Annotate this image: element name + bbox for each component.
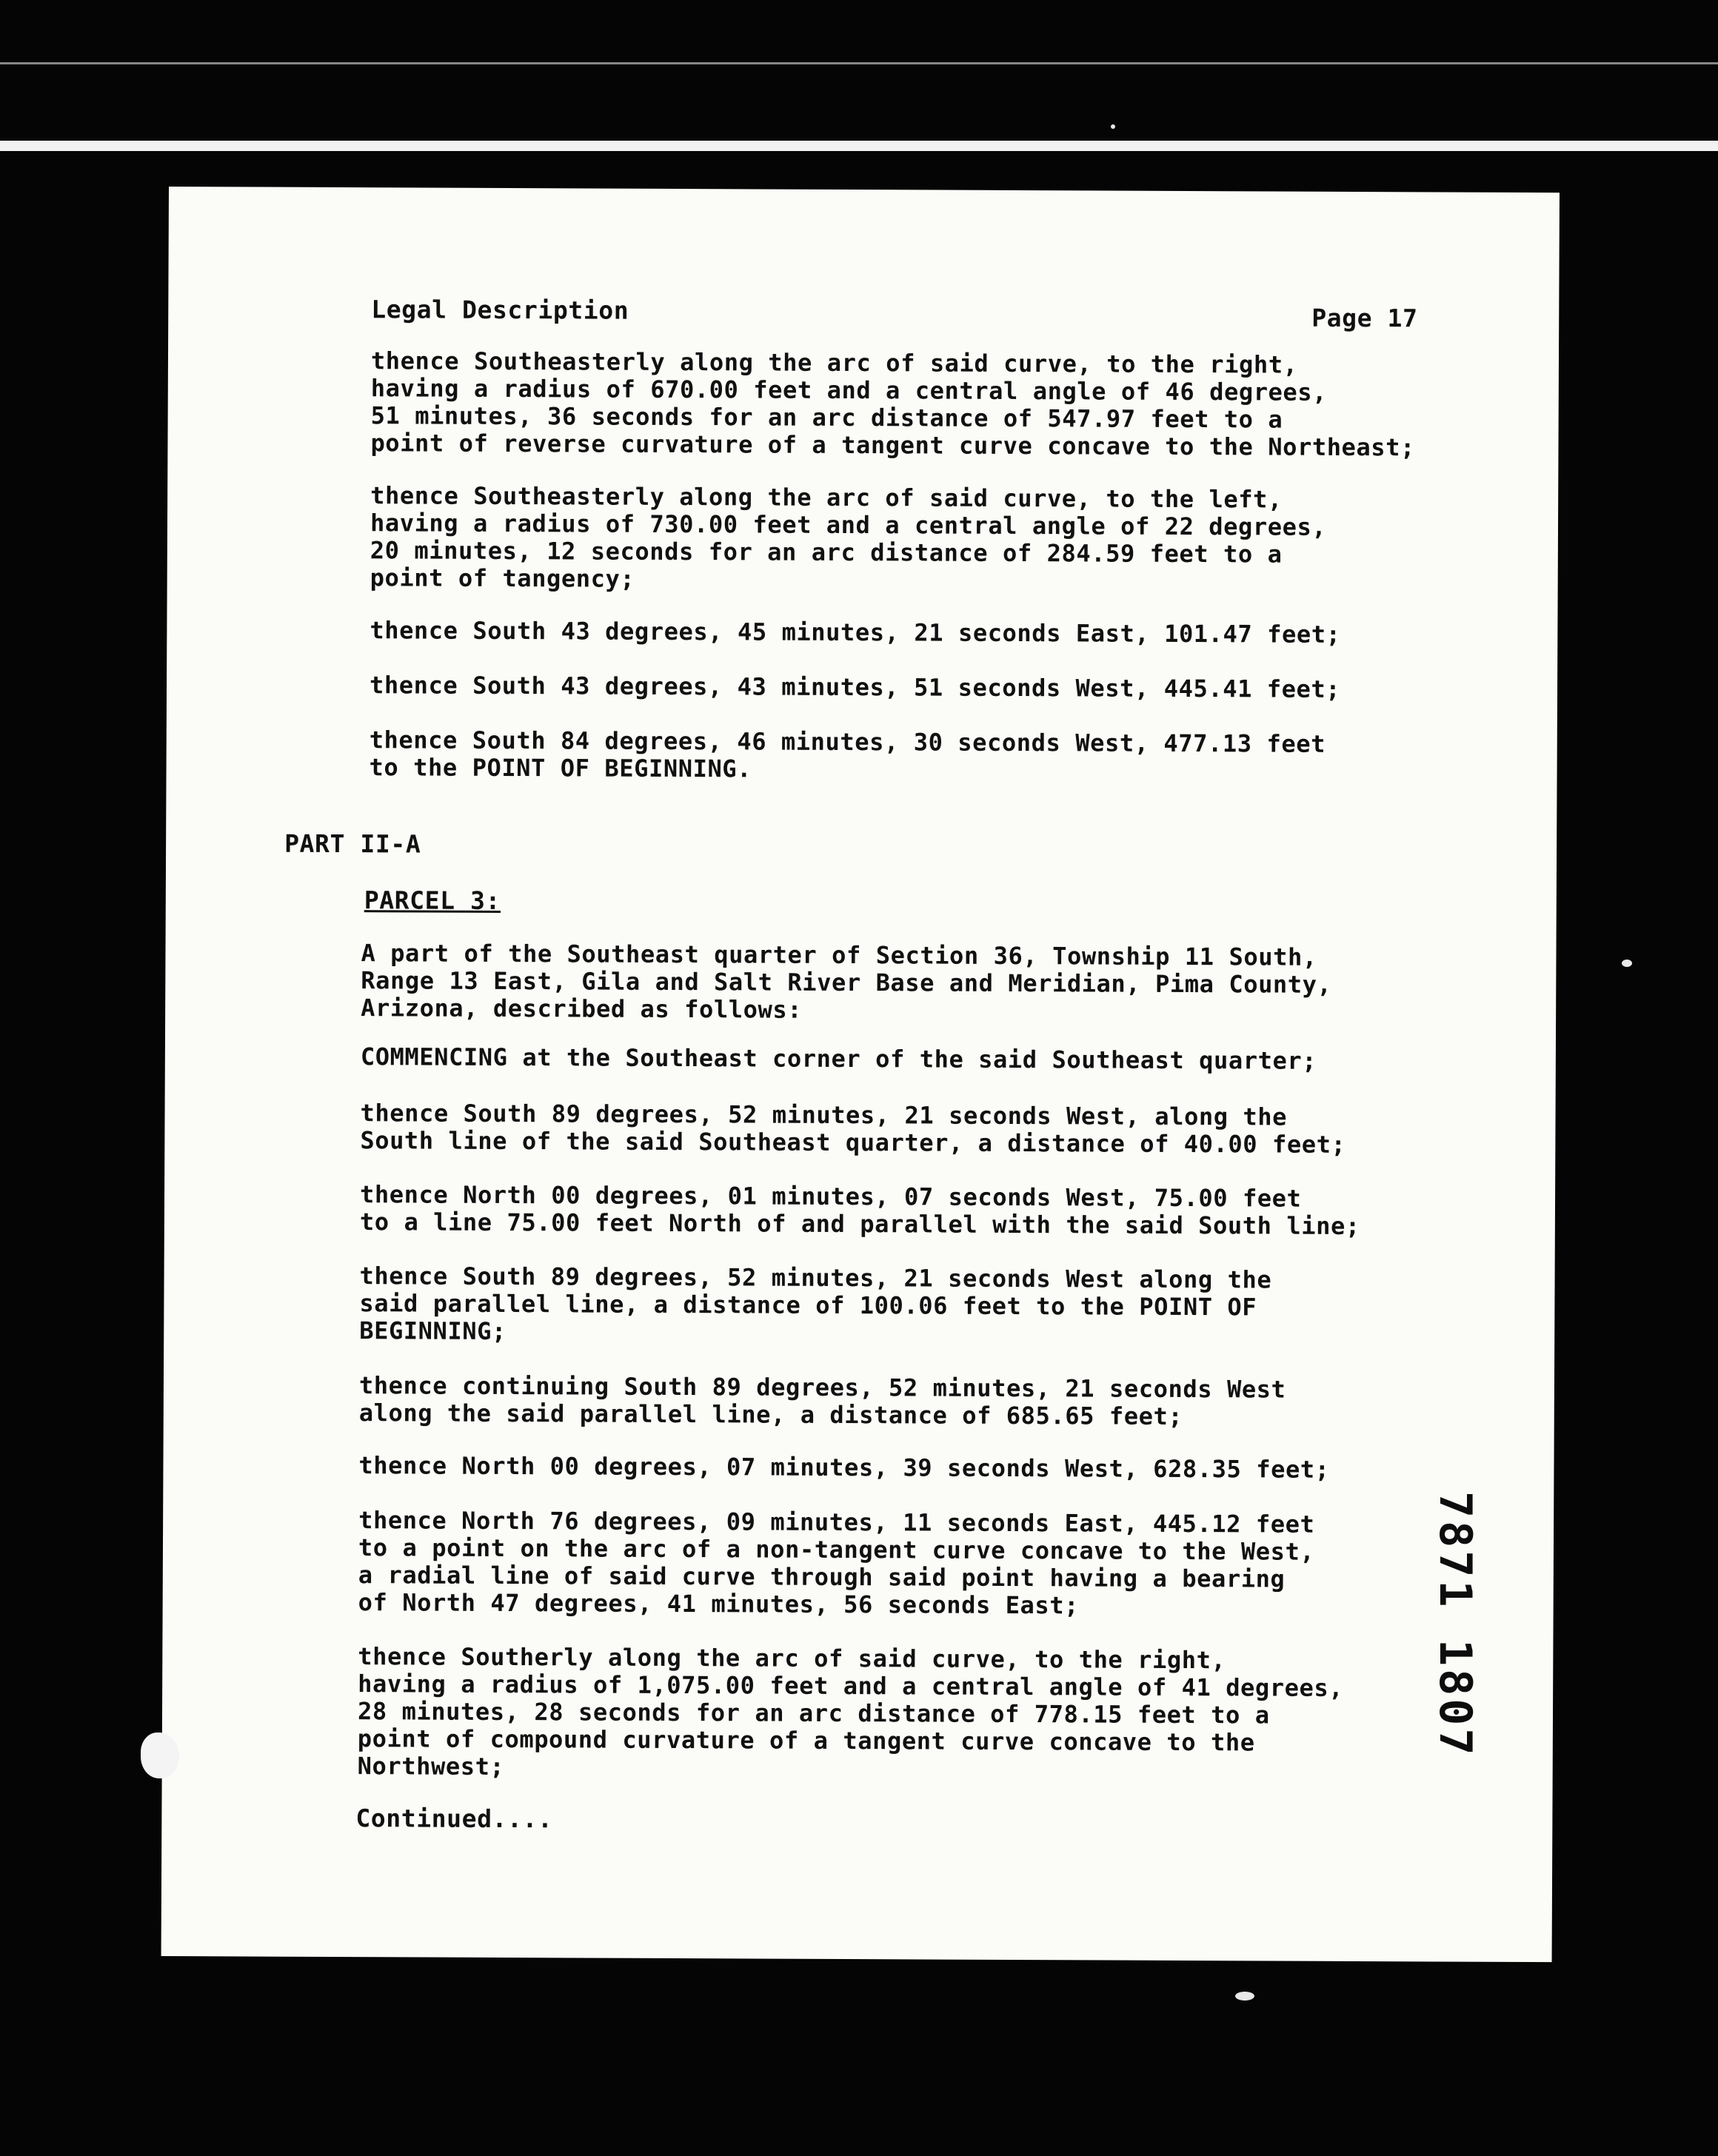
parcel-paragraph: thence Southerly along the arc of said curve, to the right, having a radius of 1,075.00 feet and a central angle of 41 degrees, 28 minutes, 28 seconds for an arc distance of 778.15 feet to a point of compound curvature of a tangent curve concave to the Northwest; [357,1642,1344,1781]
side-number: 1807 [1429,1639,1481,1758]
parcel-paragraph: thence South 89 degrees, 52 minutes, 21 seconds West along the said parallel line, a distance of 100.06 feet to the POINT OF BEGINNING; [359,1262,1272,1346]
parcel-paragraph: A part of the Southeast quarter of Section 36, Township 11 South, Range 13 East, Gila and Salt River Base and Meridian, Pima County, Arizona, described as follows: [361,939,1332,1024]
document-page [161,187,1560,1962]
continued-note: Continued.... [355,1804,553,1834]
scan-edge-line [0,62,1718,64]
scan-speck [1111,124,1115,129]
parcel-heading: PARCEL 3: [364,886,501,915]
scan-speck [1622,960,1632,967]
scan-artifact [141,1732,179,1778]
parcel-paragraph: thence North 76 degrees, 09 minutes, 11 seconds East, 445.12 feet to a point on the arc of a non-tangent curve concave to the West, a radial line of said curve through said point having a bearing of North 47 degrees, 41 minutes, 56 seconds East; [358,1506,1315,1620]
legal-paragraph: thence South 43 degrees, 45 minutes, 21 seconds East, 101.47 feet; [370,616,1341,649]
scan-speck [1235,1992,1254,2001]
legal-paragraph: thence South 43 degrees, 43 minutes, 51 seconds West, 445.41 feet; [369,671,1341,703]
parcel-paragraph: thence North 00 degrees, 01 minutes, 07 seconds West, 75.00 feet to a line 75.00 feet North of and parallel with the said South line; [359,1180,1360,1241]
parcel-paragraph: thence North 00 degrees, 07 minutes, 39 seconds West, 628.35 feet; [358,1451,1330,1484]
scan-edge-band [0,141,1718,151]
document-title: Legal Description [371,295,629,325]
legal-paragraph: thence South 84 degrees, 46 minutes, 30 seconds West, 477.13 feet to the POINT OF BEGINNING. [369,726,1326,783]
parcel-paragraph: thence South 89 degrees, 52 minutes, 21 seconds West, along the South line of the said Southeast quarter, a distance of 40.00 feet; [360,1099,1346,1159]
side-number: 7871 [1429,1491,1481,1610]
legal-paragraph: thence Southeasterly along the arc of said curve, to the right, having a radius of 670.00 feet and a central angle of 46 degrees, 51 minutes, 36 seconds for an arc distance of 547.97 feet to a point of reverse curvature of a tangent curve concave to the Northeast; [370,346,1416,462]
page-number: Page 17 [1311,303,1418,333]
part-heading: PART II-A [284,828,421,859]
legal-paragraph: thence Southeasterly along the arc of said curve, to the left, having a radius of 730.00 feet and a central angle of 22 degrees, 20 minutes, 12 seconds for an arc distance of 284.59 feet to a point of tangency; [370,481,1327,593]
page-text [161,187,1560,1962]
parcel-paragraph: thence continuing South 89 degrees, 52 minutes, 21 seconds West along the said parallel line, a distance of 685.65 feet; [358,1371,1286,1430]
parcel-paragraph: COMMENCING at the Southeast corner of the said Southeast quarter; [360,1042,1317,1075]
